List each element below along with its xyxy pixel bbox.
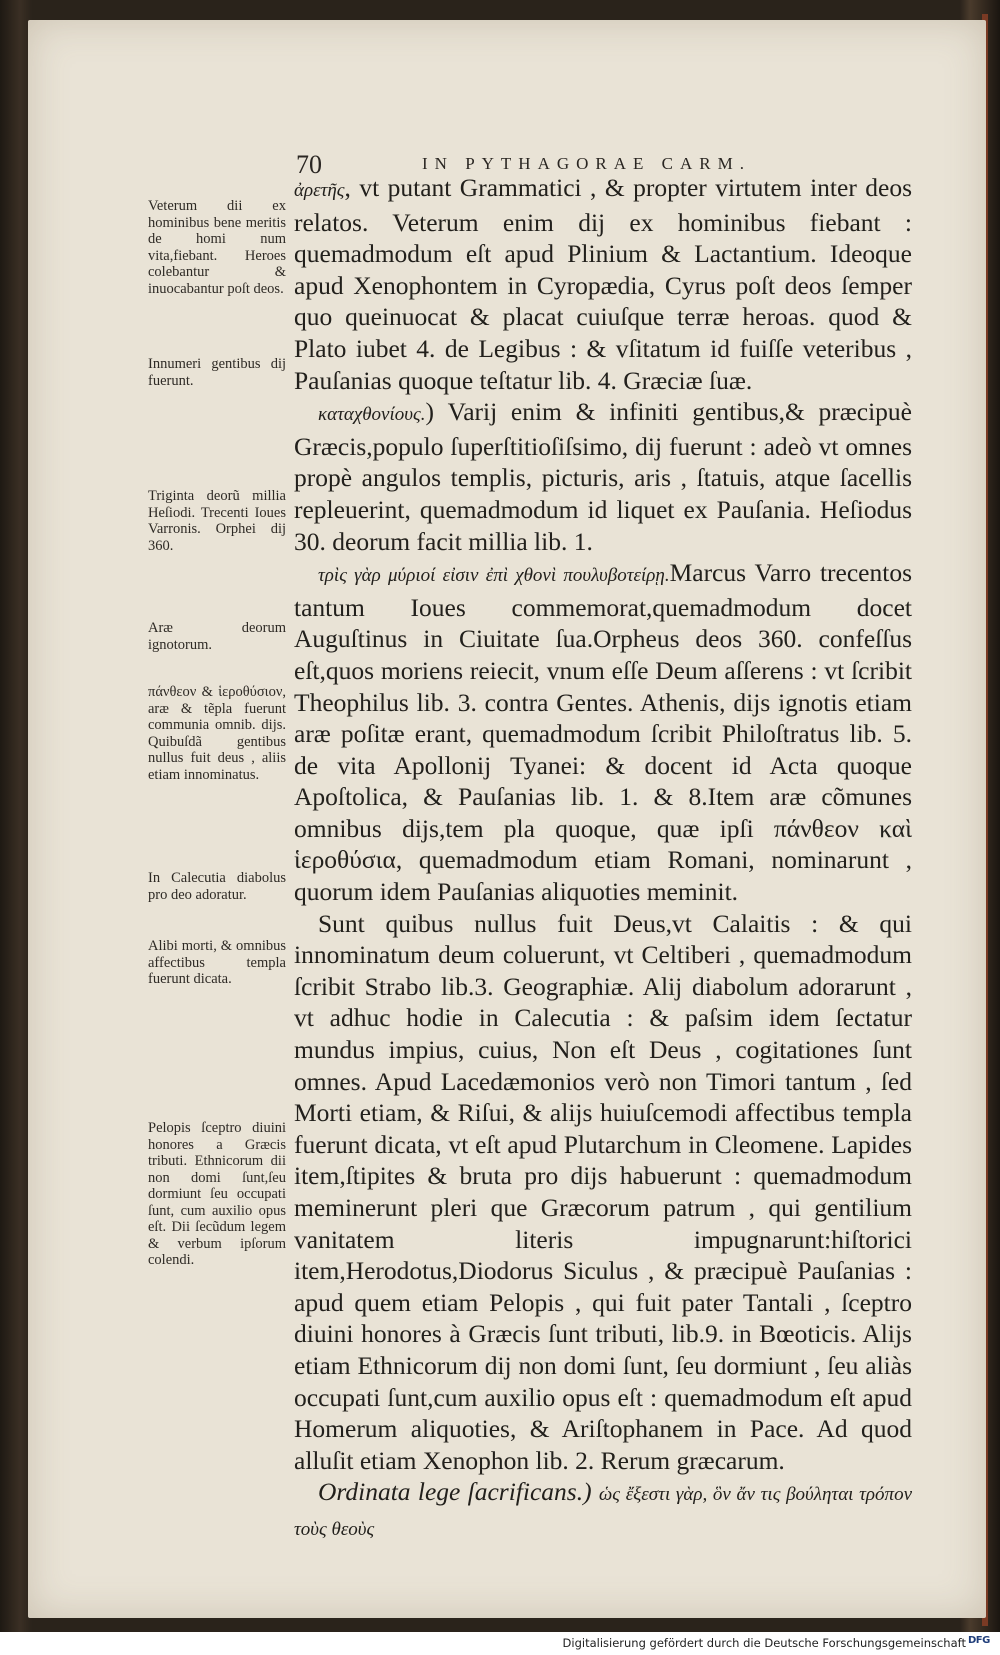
paragraph xyxy=(294,557,912,908)
greek-term: καταχθονίους. xyxy=(318,404,426,426)
marginal-note: Innumeri gentibus dij fuerunt. xyxy=(148,356,286,389)
main-text-block xyxy=(294,172,912,1546)
marginal-note: Veterum dii ex hominibus bene meritis de homi num vita,fiebant. Heroes colebantur & inuocabantur poſt deos. xyxy=(148,198,286,297)
marginal-note: In Calecutia diabolus pro deo adoratur. xyxy=(148,870,286,903)
marginal-note: Aræ deorum ignotorum. xyxy=(148,620,286,653)
paragraph xyxy=(294,908,912,1477)
funding-credit: Digitalisierung gefördert durch die Deutsche Forschungsgemeinschaft xyxy=(562,1636,966,1650)
paragraph-text: Marcus Varro trecentos tantum Ioues commemorat,quemadmodum docet Auguſtinus in Ciuitate ſua.Orpheus deos 360. confeſſus eſt,quos moriens reiecit, vnum eſſe Deum aſſerens : vt ſcribit Theophilus lib. 3. contra Gentes. Athenis, dijs ignotis etiam aræ poſitæ erant, quemadmodum ſcribit Philoſtratus lib. 5. de vita Apollonij Tyanei: & docent id Acta quoque Apoſtolica, & Pauſanias lib. 1. & 8.Item aræ cõmunes omnibus dijs,tem pla quoque, quæ ipſi πάνθεον καὶ ἱεροθύσια, quemadmodum etiam Romani, nominarunt , quorum idem Pauſanias aliquoties meminit. xyxy=(294,558,912,907)
greek-term: ἀρετῆς xyxy=(294,180,345,201)
page-number: 70 xyxy=(296,150,322,179)
paragraph-text: Sunt quibus nullus fuit Deus,vt Calaitis : & qui innominatum deum coluerunt, vt Celtiberi , quemadmodum ſcribit Strabo lib.3. Geographiæ. Alij diabolum adorarunt , vt adhuc hodie in Calecutia : & paſsim idem ſectatur mundus impius, cuius, Non eſt Deus , cogitationes ſunt omnes. Apud Lacedæmonios verò non Timori tantum , ſed Morti etiam, & Riſui, & alijs huiuſcemodi affectibus templa fuerunt dicata, vt eſt apud Plutarchum in Cleomene. Lapides item,ſtipites & bruta pro dijs habuerunt : quemadmodum meminerunt pleri que Græcorum patrum , qui gentilium vanitatem literis impugnarunt:hiſtorici item,Herodotus,Diodorus Siculus , & præcipuè Pauſanias : apud quem etiam Pelopis , qui fuit pater Tantali , ſceptro diuini honores à Græcis ſunt tributi, lib.9. in Bœoticis. Alijs etiam Ethnicorum dij non domi ſunt, ſeu dormiunt , ſeu aliàs occupati ſunt,cum auxilio opus eſt : quemadmodum eſt apud Homerum aliquoties, & Ariſtophanem in Pace. Ad quod alluſit etiam Xenophon lib. 2. Rerum græcarum. xyxy=(294,908,912,1475)
dfg-logo-icon: DFG xyxy=(968,1635,990,1646)
running-head: IN PYTHAGORAE CARM. xyxy=(422,154,751,173)
marginal-note: Alibi morti, & omnibus affectibus templa fuerunt dicata. xyxy=(148,938,286,987)
digitization-footer xyxy=(0,1632,1000,1655)
marginal-note: πάνθεον & ἱεροθύσιον, aræ & tẽpla fuerunt communia omnib. dijs. Quibuſdã gentibus nullus fuit deus , aliis etiam innominatus. xyxy=(148,684,286,783)
lemma: Ordinata lege ſacrificans.) xyxy=(318,1477,592,1507)
marginal-note: Pelopis ſceptro diuini honores a Græcis tributi. Ethnicorum dii non domi ſunt,ſeu dormiunt ſeu occupati ſunt, cum auxilio opus eſt. Dii ſecũdum legem & verbum ipſorum colendi. xyxy=(148,1120,286,1268)
paragraph-text: ) Varij enim & infiniti gentibus,& præcipuè Græcis,populo ſuperſtitioſiſsimo, dij fuerunt : adeò vt omnes propè angulos templis, picturis, aris , ſtatuis, atque ſacellis repleuerint, quemadmodum id liquet ex Pauſania. Heſiodus 30. deorum facit millia lib. 1. xyxy=(294,397,912,556)
paragraph xyxy=(294,396,912,557)
paragraph xyxy=(294,172,912,396)
paragraph-text: , vt putant Grammatici , & propter virtutem inter deos relatos. Veterum enim dij ex hominibus fiebant : quemadmodum eſt apud Plinium & Lactantium. Ideoque apud Xenophontem in Cyropædia, Cyrus poſt deos ſemper quo queinuocat & placat cuiuſque terræ heroas. quod & Plato iubet 4. de Legibus : & vſitatum id fuiſſe veteribus , Pauſanias quoque teſtatur lib. 4. Græciæ ſuæ. xyxy=(294,173,912,395)
marginal-note: Triginta deorũ millia Heſiodi. Trecenti Ioues Varronis. Orphei dij 360. xyxy=(148,488,286,554)
greek-quotation: ὡς ἔξεστι γὰρ, ὃν ἄν τις βούληται τρόπον τοὺς θεοὺς xyxy=(294,1484,913,1540)
greek-quotation: τρὶς γὰρ μύριοί εἰσιν ἐπὶ χθονὶ πουλυβοτείρῃ. xyxy=(318,565,670,587)
paragraph xyxy=(294,1476,912,1545)
